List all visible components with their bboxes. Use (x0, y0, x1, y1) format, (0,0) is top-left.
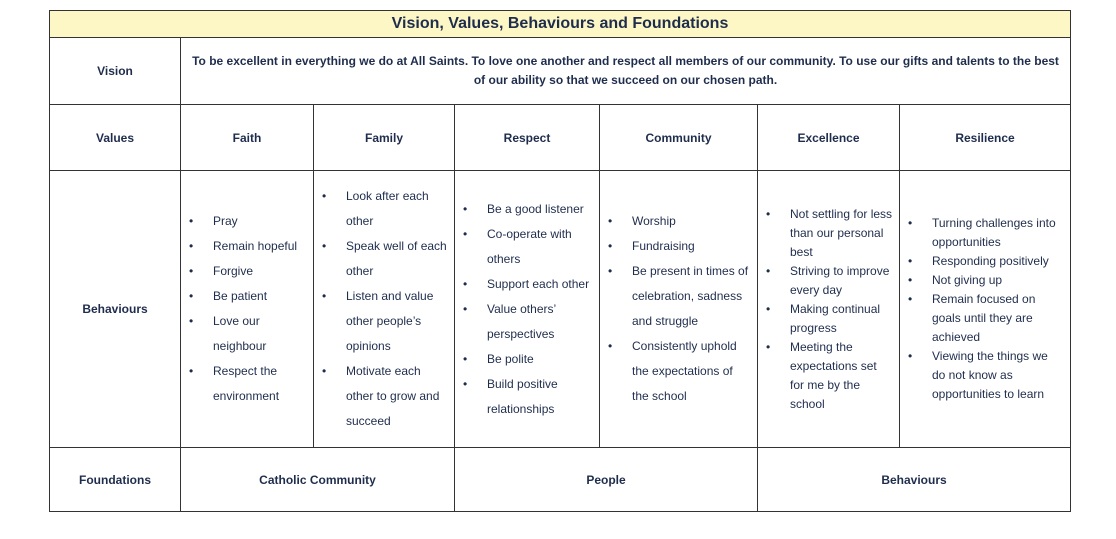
behaviours-community (600, 171, 758, 448)
behaviours-faith (181, 171, 314, 448)
behaviours-respect-list (455, 197, 599, 422)
list-item: • Co-operate with others (487, 222, 593, 272)
behaviours-excellence-list (758, 205, 899, 414)
list-item: • Motivate each other to grow and succeed (346, 359, 448, 434)
list-item: • Worship (632, 209, 751, 234)
list-item: • Responding positively (932, 252, 1064, 271)
list-item: • Not giving up (932, 271, 1064, 290)
list-item: • Not settling for less than our personal best (790, 205, 893, 262)
list-item: • Look after each other (346, 184, 448, 234)
behaviours-community-list (600, 209, 757, 409)
vision-label: Vision (50, 38, 181, 105)
list-item: • Turning challenges into opportunities (932, 214, 1064, 252)
behaviours-excellence (758, 171, 900, 448)
list-item: • Forgive (213, 259, 307, 284)
foundation-people: People (455, 448, 758, 512)
list-item: • Making continual progress (790, 300, 893, 338)
list-item: • Fundraising (632, 234, 751, 259)
list-item: • Remain focused on goals until they are achieved (932, 290, 1064, 347)
list-item: • Be polite (487, 347, 593, 372)
list-item: • Be patient (213, 284, 307, 309)
value-community: Community (600, 105, 758, 171)
behaviours-resilience-list (900, 214, 1070, 404)
behaviours-faith-list (181, 209, 313, 409)
list-item: • Support each other (487, 272, 593, 297)
list-item: • Speak well of each other (346, 234, 448, 284)
list-item: • Listen and value other people’s opinions (346, 284, 448, 359)
list-item: • Be present in times of celebration, sadness and struggle (632, 259, 751, 334)
value-excellence: Excellence (758, 105, 900, 171)
page-title: Vision, Values, Behaviours and Foundations (50, 11, 1071, 38)
behaviours-label: Behaviours (50, 171, 181, 448)
values-label: Values (50, 105, 181, 171)
list-item: • Pray (213, 209, 307, 234)
behaviours-respect (455, 171, 600, 448)
value-faith: Faith (181, 105, 314, 171)
behaviours-family (314, 171, 455, 448)
vision-text: To be excellent in everything we do at All Saints. To love one another and respect all members of our community. To use our gifts and talents to the best of our ability so that we succeed on our chosen path. (181, 38, 1071, 105)
foundation-catholic-community: Catholic Community (181, 448, 455, 512)
behaviours-family-list (314, 184, 454, 434)
list-item: • Remain hopeful (213, 234, 307, 259)
value-family: Family (314, 105, 455, 171)
value-resilience: Resilience (900, 105, 1071, 171)
list-item: • Striving to improve every day (790, 262, 893, 300)
list-item: • Be a good listener (487, 197, 593, 222)
list-item: • Meeting the expectations set for me by the school (790, 338, 893, 414)
foundation-behaviours: Behaviours (758, 448, 1071, 512)
vision-values-table (49, 10, 1071, 512)
list-item: • Love our neighbour (213, 309, 307, 359)
value-respect: Respect (455, 105, 600, 171)
list-item: • Respect the environment (213, 359, 307, 409)
list-item: • Value others’ perspectives (487, 297, 593, 347)
foundations-label: Foundations (50, 448, 181, 512)
list-item: • Consistently uphold the expectations of the school (632, 334, 751, 409)
list-item: • Build positive relationships (487, 372, 593, 422)
behaviours-resilience (900, 171, 1071, 448)
list-item: • Viewing the things we do not know as opportunities to learn (932, 347, 1064, 404)
